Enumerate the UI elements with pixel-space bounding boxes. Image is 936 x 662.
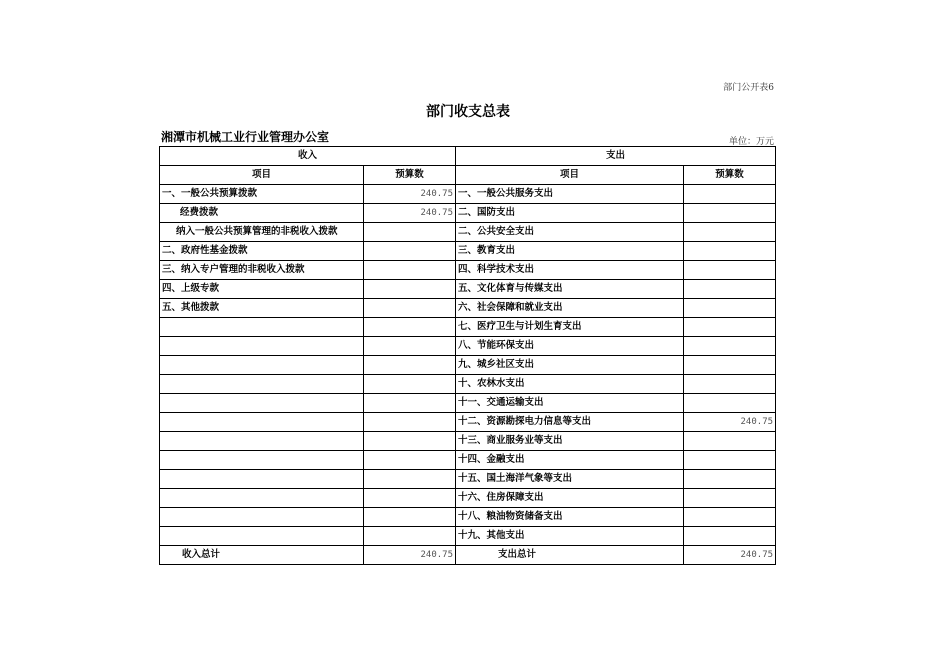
expense-item-cell: 八、节能环保支出: [456, 337, 684, 356]
income-total-value: 240.75: [364, 546, 456, 565]
table-row: [160, 432, 776, 451]
income-value-cell: [364, 451, 456, 470]
expense-item-cell: 十九、其他支出: [456, 527, 684, 546]
expense-item-cell: 十四、金融支出: [456, 451, 684, 470]
income-value-cell: [364, 394, 456, 413]
expense-value-cell: [684, 394, 776, 413]
expense-value-cell: [684, 242, 776, 261]
expense-value-cell: [684, 375, 776, 394]
table-row: [160, 413, 776, 432]
table-row: [160, 508, 776, 527]
income-item-cell: [160, 394, 364, 413]
table-row: [160, 204, 776, 223]
income-value-cell: [364, 375, 456, 394]
expense-item-cell: 十五、国土海洋气象等支出: [456, 470, 684, 489]
expense-value-cell: [684, 489, 776, 508]
expense-item-header: 项目: [456, 166, 684, 185]
table-row: [160, 356, 776, 375]
income-item-cell: [160, 527, 364, 546]
income-item-cell: [160, 451, 364, 470]
table-row: [160, 337, 776, 356]
income-value-cell: [364, 299, 456, 318]
table-row: [160, 261, 776, 280]
income-item-cell: [160, 318, 364, 337]
expense-value-cell: [684, 356, 776, 375]
table-row: [160, 451, 776, 470]
expense-item-cell: 十八、粮油物资储备支出: [456, 508, 684, 527]
income-value-cell: [364, 527, 456, 546]
income-item-cell: [160, 470, 364, 489]
income-item-cell: [160, 432, 364, 451]
income-item-cell: [160, 508, 364, 527]
income-value-cell: [364, 470, 456, 489]
income-value-cell: [364, 337, 456, 356]
income-item-cell: [160, 489, 364, 508]
table-row: [160, 318, 776, 337]
table-row: [160, 470, 776, 489]
budget-table: [159, 146, 776, 565]
income-item-cell: 一、一般公共预算拨款: [160, 185, 364, 204]
expense-item-cell: 四、科学技术支出: [456, 261, 684, 280]
expense-value-cell: [684, 280, 776, 299]
income-item-cell: 五、其他拨款: [160, 299, 364, 318]
unit-label: 单位：万元: [728, 137, 774, 147]
expense-value-cell: [684, 527, 776, 546]
income-value-cell: [364, 242, 456, 261]
income-item-cell: [160, 337, 364, 356]
income-value-cell: [364, 356, 456, 375]
table-row: [160, 489, 776, 508]
income-value-cell: [364, 318, 456, 337]
income-value-cell: 240.75: [364, 185, 456, 204]
income-value-cell: [364, 489, 456, 508]
organization-name: 湘潭市机械工业行业管理办公室: [161, 130, 330, 144]
income-value-cell: 240.75: [364, 204, 456, 223]
income-item-cell: 纳入一般公共预算管理的非税收入拨款: [160, 223, 364, 242]
expense-total-label: 支出总计: [456, 546, 684, 565]
expense-item-cell: 二、国防支出: [456, 204, 684, 223]
expense-header: 支出: [456, 147, 776, 166]
table-row: [160, 375, 776, 394]
table-row: [160, 394, 776, 413]
expense-budget-header: 预算数: [684, 166, 776, 185]
income-value-cell: [364, 413, 456, 432]
expense-value-cell: [684, 261, 776, 280]
totals-row: [160, 546, 776, 565]
income-item-cell: 四、上级专款: [160, 280, 364, 299]
income-item-cell: 三、纳入专户管理的非税收入拨款: [160, 261, 364, 280]
expense-value-cell: [684, 185, 776, 204]
expense-item-cell: 十、农林水支出: [456, 375, 684, 394]
income-value-cell: [364, 261, 456, 280]
income-item-cell: [160, 356, 364, 375]
expense-item-cell: 十一、交通运输支出: [456, 394, 684, 413]
expense-value-cell: [684, 432, 776, 451]
income-budget-header: 预算数: [364, 166, 456, 185]
income-header: 收入: [160, 147, 456, 166]
table-row: [160, 185, 776, 204]
expense-value-cell: [684, 223, 776, 242]
page-title: 部门收支总表: [426, 104, 510, 120]
table-row: [160, 223, 776, 242]
expense-value-cell: [684, 470, 776, 489]
income-item-cell: [160, 375, 364, 394]
expense-value-cell: [684, 299, 776, 318]
expense-value-cell: [684, 508, 776, 527]
table-row: [160, 280, 776, 299]
income-item-cell: [160, 413, 364, 432]
expense-item-cell: 十六、住房保障支出: [456, 489, 684, 508]
form-number: 部门公开表6: [723, 83, 774, 93]
income-value-cell: [364, 223, 456, 242]
income-value-cell: [364, 432, 456, 451]
expense-item-cell: 十二、资源勘探电力信息等支出: [456, 413, 684, 432]
income-value-cell: [364, 280, 456, 299]
section-header-row: [160, 147, 776, 166]
expense-item-cell: 七、医疗卫生与计划生育支出: [456, 318, 684, 337]
expense-item-cell: 二、公共安全支出: [456, 223, 684, 242]
expense-item-cell: 九、城乡社区支出: [456, 356, 684, 375]
table-row: [160, 299, 776, 318]
expense-value-cell: [684, 204, 776, 223]
income-value-cell: [364, 508, 456, 527]
expense-value-cell: [684, 337, 776, 356]
expense-item-cell: 五、文化体育与传媒支出: [456, 280, 684, 299]
expense-value-cell: [684, 318, 776, 337]
income-item-cell: 二、政府性基金拨款: [160, 242, 364, 261]
expense-item-cell: 十三、商业服务业等支出: [456, 432, 684, 451]
expense-item-cell: 三、教育支出: [456, 242, 684, 261]
expense-item-cell: 六、社会保障和就业支出: [456, 299, 684, 318]
table-row: [160, 242, 776, 261]
expense-value-cell: [684, 451, 776, 470]
table-row: [160, 527, 776, 546]
column-header-row: [160, 166, 776, 185]
expense-value-cell: 240.75: [684, 413, 776, 432]
expense-item-cell: 一、一般公共服务支出: [456, 185, 684, 204]
expense-total-value: 240.75: [684, 546, 776, 565]
income-total-label: 收入总计: [160, 546, 364, 565]
income-item-cell: 经费拨款: [160, 204, 364, 223]
income-item-header: 项目: [160, 166, 364, 185]
